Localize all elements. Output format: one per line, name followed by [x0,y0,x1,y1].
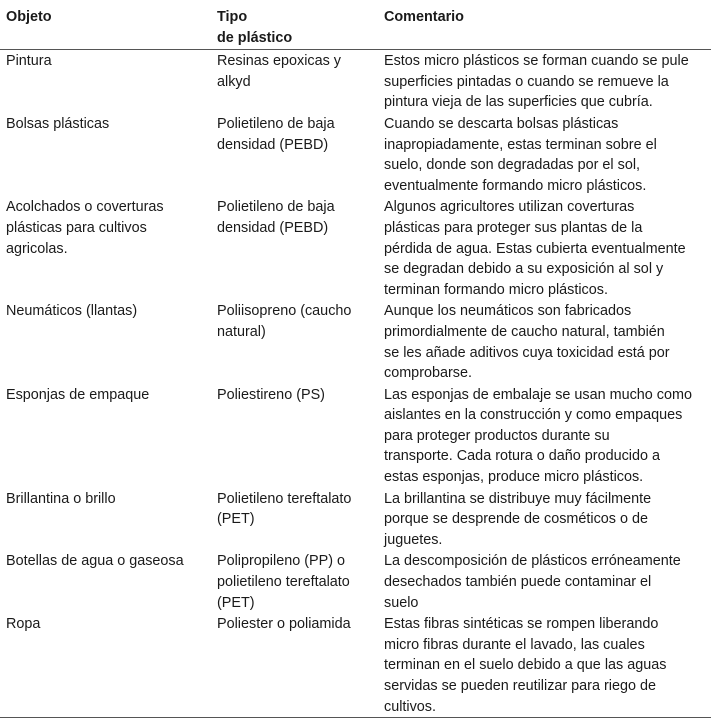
cell-objeto-line: Esponjas de empaque [6,386,150,403]
table-row [0,50,711,113]
cell-comentario [378,300,711,383]
cell-comentario-line: Estos micro plásticos se forman cuando se pule [384,53,689,70]
cell-objeto-line: plásticas para cultivos [6,219,147,236]
cell-comentario [378,384,711,488]
cell-comentario-line: Las esponjas de embalaje se usan mucho como [384,386,692,403]
cell-comentario-line: se les añade aditivos cuya toxicidad está por [384,344,670,361]
cell-objeto [0,384,211,488]
cell-tipo [211,613,378,717]
cell-comentario-line: Estas fibras sintéticas se rompen liberando [384,616,659,633]
cell-comentario-line: eventualmente formando micro plásticos. [384,177,647,194]
cell-comentario-line: desechados también puede contaminar el [384,574,652,591]
table-row [0,384,711,488]
cell-comentario-line: Algunos agricultores utilizan coverturas [384,199,635,216]
header-tipo-line1: Tipo [217,9,248,25]
cell-comentario-line: La descomposición de plásticos erróneamente [384,553,681,570]
cell-comentario-line: terminan formando micro plásticos. [384,281,608,298]
cell-comentario-line: micro fibras durante el lavado, las cuales [384,636,645,653]
cell-objeto-line: Ropa [6,616,41,633]
cell-tipo-line: densidad (PEBD) [217,219,329,236]
cell-tipo-line: Poliisopreno (caucho [217,303,352,320]
cell-tipo-line: alkyd [217,73,251,90]
header-comentario [378,0,711,50]
cell-objeto-line: Pintura [6,53,52,70]
cell-comentario [378,196,711,300]
cell-comentario-line: servidas se pueden reutilizar para riego de [384,678,656,694]
cell-tipo [211,550,378,613]
cell-comentario [378,50,711,113]
cell-comentario-line: suelo [384,594,419,611]
cell-objeto [0,550,211,613]
cell-objeto [0,113,211,196]
header-objeto-text: Objeto [6,9,52,25]
cell-comentario-line: suelo, donde son degradadas por el sol, [384,157,641,174]
cell-objeto-line: agricolas. [6,240,68,257]
cell-comentario-line: comprobarse. [384,365,472,382]
cell-comentario-line: La brillantina se distribuye muy fácilmente [384,490,652,507]
cell-tipo [211,300,378,383]
header-row [0,0,711,50]
cell-objeto-line: Neumáticos (llantas) [6,303,138,320]
cell-objeto-line: Brillantina o brillo [6,490,116,507]
cell-tipo-line: Polipropileno (PP) o [217,553,345,570]
cell-tipo-line: natural) [217,323,266,340]
cell-comentario-line: estas esponjas, produce micro plásticos. [384,469,644,486]
cell-tipo-line: polietileno tereftalato [217,574,350,591]
cell-comentario [378,488,711,551]
cell-objeto-line: Botellas de agua o gaseosa [6,553,184,570]
cell-tipo-line: Polietileno de baja [217,115,335,132]
table-row [0,550,711,613]
cell-comentario-line: juguetes. [384,531,443,548]
table-row [0,488,711,551]
cell-comentario [378,550,711,613]
cell-objeto [0,613,211,717]
cell-comentario-line: inapropiadamente, estas terminan sobre el [384,136,657,153]
cell-comentario-line: para proteger productos durante su [384,427,610,444]
cell-tipo-line: Polietileno tereftalato [217,490,352,507]
cell-tipo [211,384,378,488]
cell-comentario-line: primordialmente de caucho natural, también [384,323,665,340]
cell-comentario-line: Aunque los neumáticos son fabricados [384,303,632,320]
table-body [0,50,711,718]
cell-comentario-line: transporte. Cada rotura o daño producido a [384,448,661,465]
cell-comentario-line: pintura vieja de las superficies que cubría. [384,94,653,111]
cell-comentario-line: Cuando se descarta bolsas plásticas [384,115,619,132]
cell-tipo-line: (PET) [217,594,255,611]
cell-tipo-line: Resinas epoxicas y [217,53,341,70]
cell-tipo [211,50,378,113]
cell-objeto [0,488,211,551]
cell-comentario-line: cultivos. [384,698,436,715]
table-row [0,113,711,196]
cell-tipo-line: Polietileno de baja [217,199,335,216]
header-objeto [0,0,211,50]
cell-comentario-line: aislantes en la construcción y como empaques [384,407,683,424]
cell-tipo [211,196,378,300]
cell-tipo-line: densidad (PEBD) [217,136,329,153]
table-row [0,196,711,300]
cell-comentario-line: porque se desprende de cosméticos o de [384,511,648,528]
cell-objeto [0,196,211,300]
cell-tipo-line: Poliestireno (PS) [217,386,325,403]
cell-comentario-line: se degradan debido a su exposición al sol y [384,261,664,278]
cell-objeto-line: Acolchados o coverturas [6,199,164,216]
table-row [0,300,711,383]
header-tipo-line2: de plástico [217,29,293,46]
cell-comentario-line: superficies pintadas o cuando se remueve la [384,73,669,90]
header-comentario-text: Comentario [384,9,464,25]
cell-comentario [378,613,711,717]
cell-comentario-line: plásticas para proteger sus plantas de la [384,219,643,236]
cell-objeto-line: Bolsas plásticas [6,115,110,132]
table-header [0,0,711,50]
cell-comentario [378,113,711,196]
cell-comentario-line: pérdida de agua. Estas cubierta eventualmente [384,240,686,257]
cell-objeto [0,300,211,383]
header-tipo [211,0,378,50]
cell-tipo [211,488,378,551]
cell-objeto [0,50,211,113]
cell-tipo-line: (PET) [217,511,255,528]
cell-comentario-line: terminan en el suelo debido a que las aguas [384,657,667,674]
cell-tipo [211,113,378,196]
cell-tipo-line: Poliester o poliamida [217,616,351,633]
table-row [0,613,711,717]
